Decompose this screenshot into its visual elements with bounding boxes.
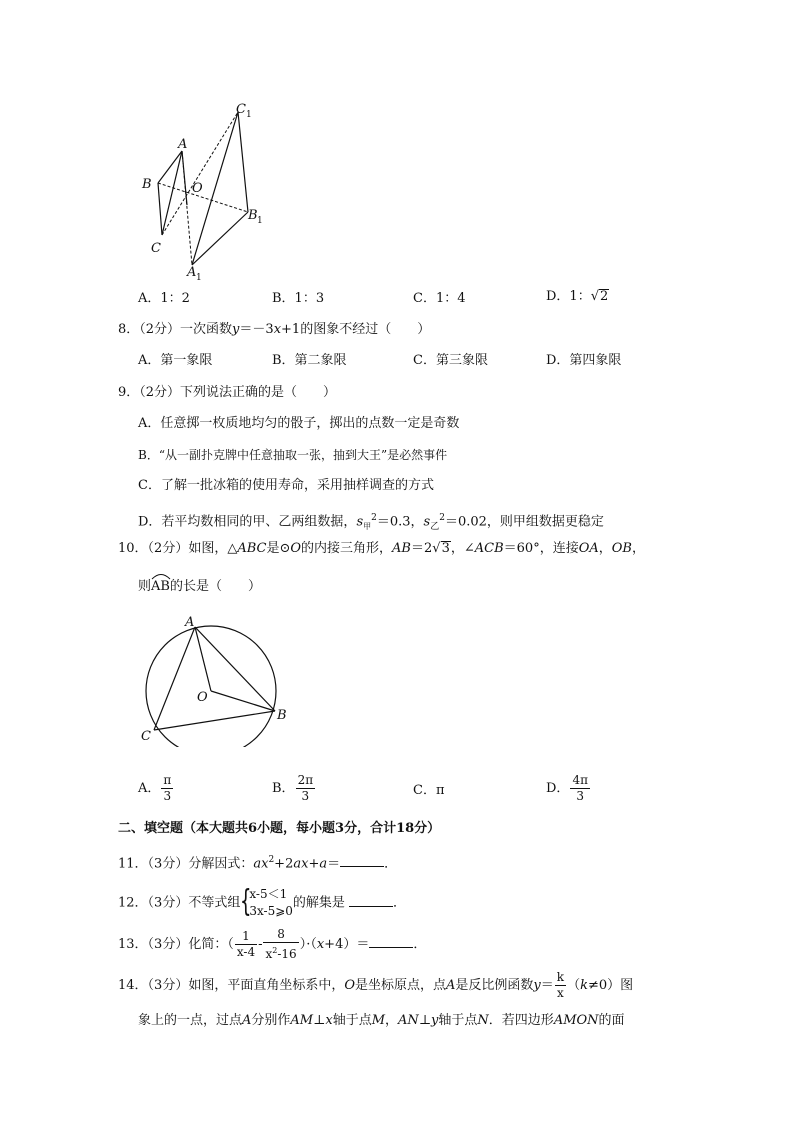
- circle-label-O: O: [197, 690, 208, 705]
- q7-figure: [140, 95, 280, 285]
- label-B: B: [142, 177, 152, 192]
- label-O: O: [192, 181, 203, 196]
- svg-text:1: 1: [196, 273, 202, 283]
- label-C: C: [151, 241, 161, 256]
- q8-option-d: D．第四象限: [546, 353, 622, 368]
- inequality-system: { x-5＜1 3x-5⩾0: [240, 884, 293, 919]
- q9-option-b: B．“从一副扑克牌中任意抽取一张，抽到大王”是必然事件: [138, 448, 448, 462]
- circle-label-C: C: [141, 729, 151, 744]
- q14: 14．（3分）如图，平面直角坐标系中，O是坐标原点，点A是反比例函数y＝ $\frac{k}{x}$ （k≠0）图: [118, 970, 634, 1000]
- q7-option-a: A．1：2: [138, 291, 190, 306]
- q9-option-d: D．若平均数相同的甲、乙两组数据，$s_甲^2=0.3$，$s_乙^2=0.02$，则甲组数据更稳定: [138, 513, 604, 532]
- label-B1: B: [248, 208, 258, 223]
- circle-label-A: A: [185, 615, 195, 630]
- q13-answer-blank[interactable]: [369, 934, 413, 948]
- q8-option-c: C．第三象限: [413, 353, 488, 368]
- q9-option-a: A．任意掷一枚质地均匀的骰子，掷出的点数一定是奇数: [138, 416, 460, 431]
- label-C1: C: [236, 102, 246, 117]
- label-A: A: [178, 137, 188, 152]
- q7-option-c: C．1：4: [413, 291, 466, 306]
- section-title-fill-in: 二、填空题（本大题共6小题，每小题3分，合计18分）: [118, 821, 441, 836]
- q10-stem-line2: 则 AB的长是（ ）: [138, 578, 261, 596]
- q13: 13．（3分）化简：（ $\frac{1}{x-4}$ - $\frac{8}{x^2-16}$ ）·（x+4）＝ ．: [118, 927, 427, 961]
- q10-stem: 10．（2分）如图，△ABC是⊙O的内接三角形，AB＝2√3，∠ACB＝60°，连接OA，OB，: [118, 541, 645, 556]
- q14-line2: 象上的一点，过点A分别作AM⊥x轴于点M，AN⊥y轴于点N．若四边形AMON的面: [138, 1013, 625, 1028]
- q10-option-c: C．π: [413, 783, 445, 798]
- q7-option-b: B．1：3: [272, 291, 325, 306]
- q8-option-a: A．第一象限: [138, 353, 213, 368]
- circle-label-B: B: [277, 708, 287, 723]
- q9-stem: 9．（2分）下列说法正确的是（ ）: [118, 385, 337, 400]
- q11: 11．（3分）分解因式：$ax^2+2ax+a=$ ．: [118, 855, 398, 872]
- svg-text:1: 1: [257, 216, 263, 226]
- q10-option-d: D． $\frac{4\pi}{3}$: [546, 773, 588, 803]
- q10-option-b: B． $\frac{2\pi}{3}$: [272, 773, 314, 803]
- q12: 12．（3分）不等式组 { x-5＜1 3x-5⩾0 的解集是 ．: [118, 884, 407, 919]
- q10-figure: [135, 612, 295, 747]
- q7-option-d: D．1：√2: [546, 289, 609, 304]
- label-A1: A: [187, 265, 197, 280]
- svg-text:1: 1: [246, 110, 252, 120]
- q11-answer-blank[interactable]: [340, 853, 384, 867]
- q9-option-c: C．了解一批冰箱的使用寿命，采用抽样调查的方式: [138, 478, 434, 493]
- q8-option-b: B．第二象限: [272, 353, 347, 368]
- q12-answer-blank[interactable]: [349, 893, 393, 907]
- q8-stem: 8．（2分）一次函数y＝－3x+1的图象不经过（ ）: [118, 322, 431, 337]
- q10-option-a: A． $\frac{\pi}{3}$: [138, 773, 172, 803]
